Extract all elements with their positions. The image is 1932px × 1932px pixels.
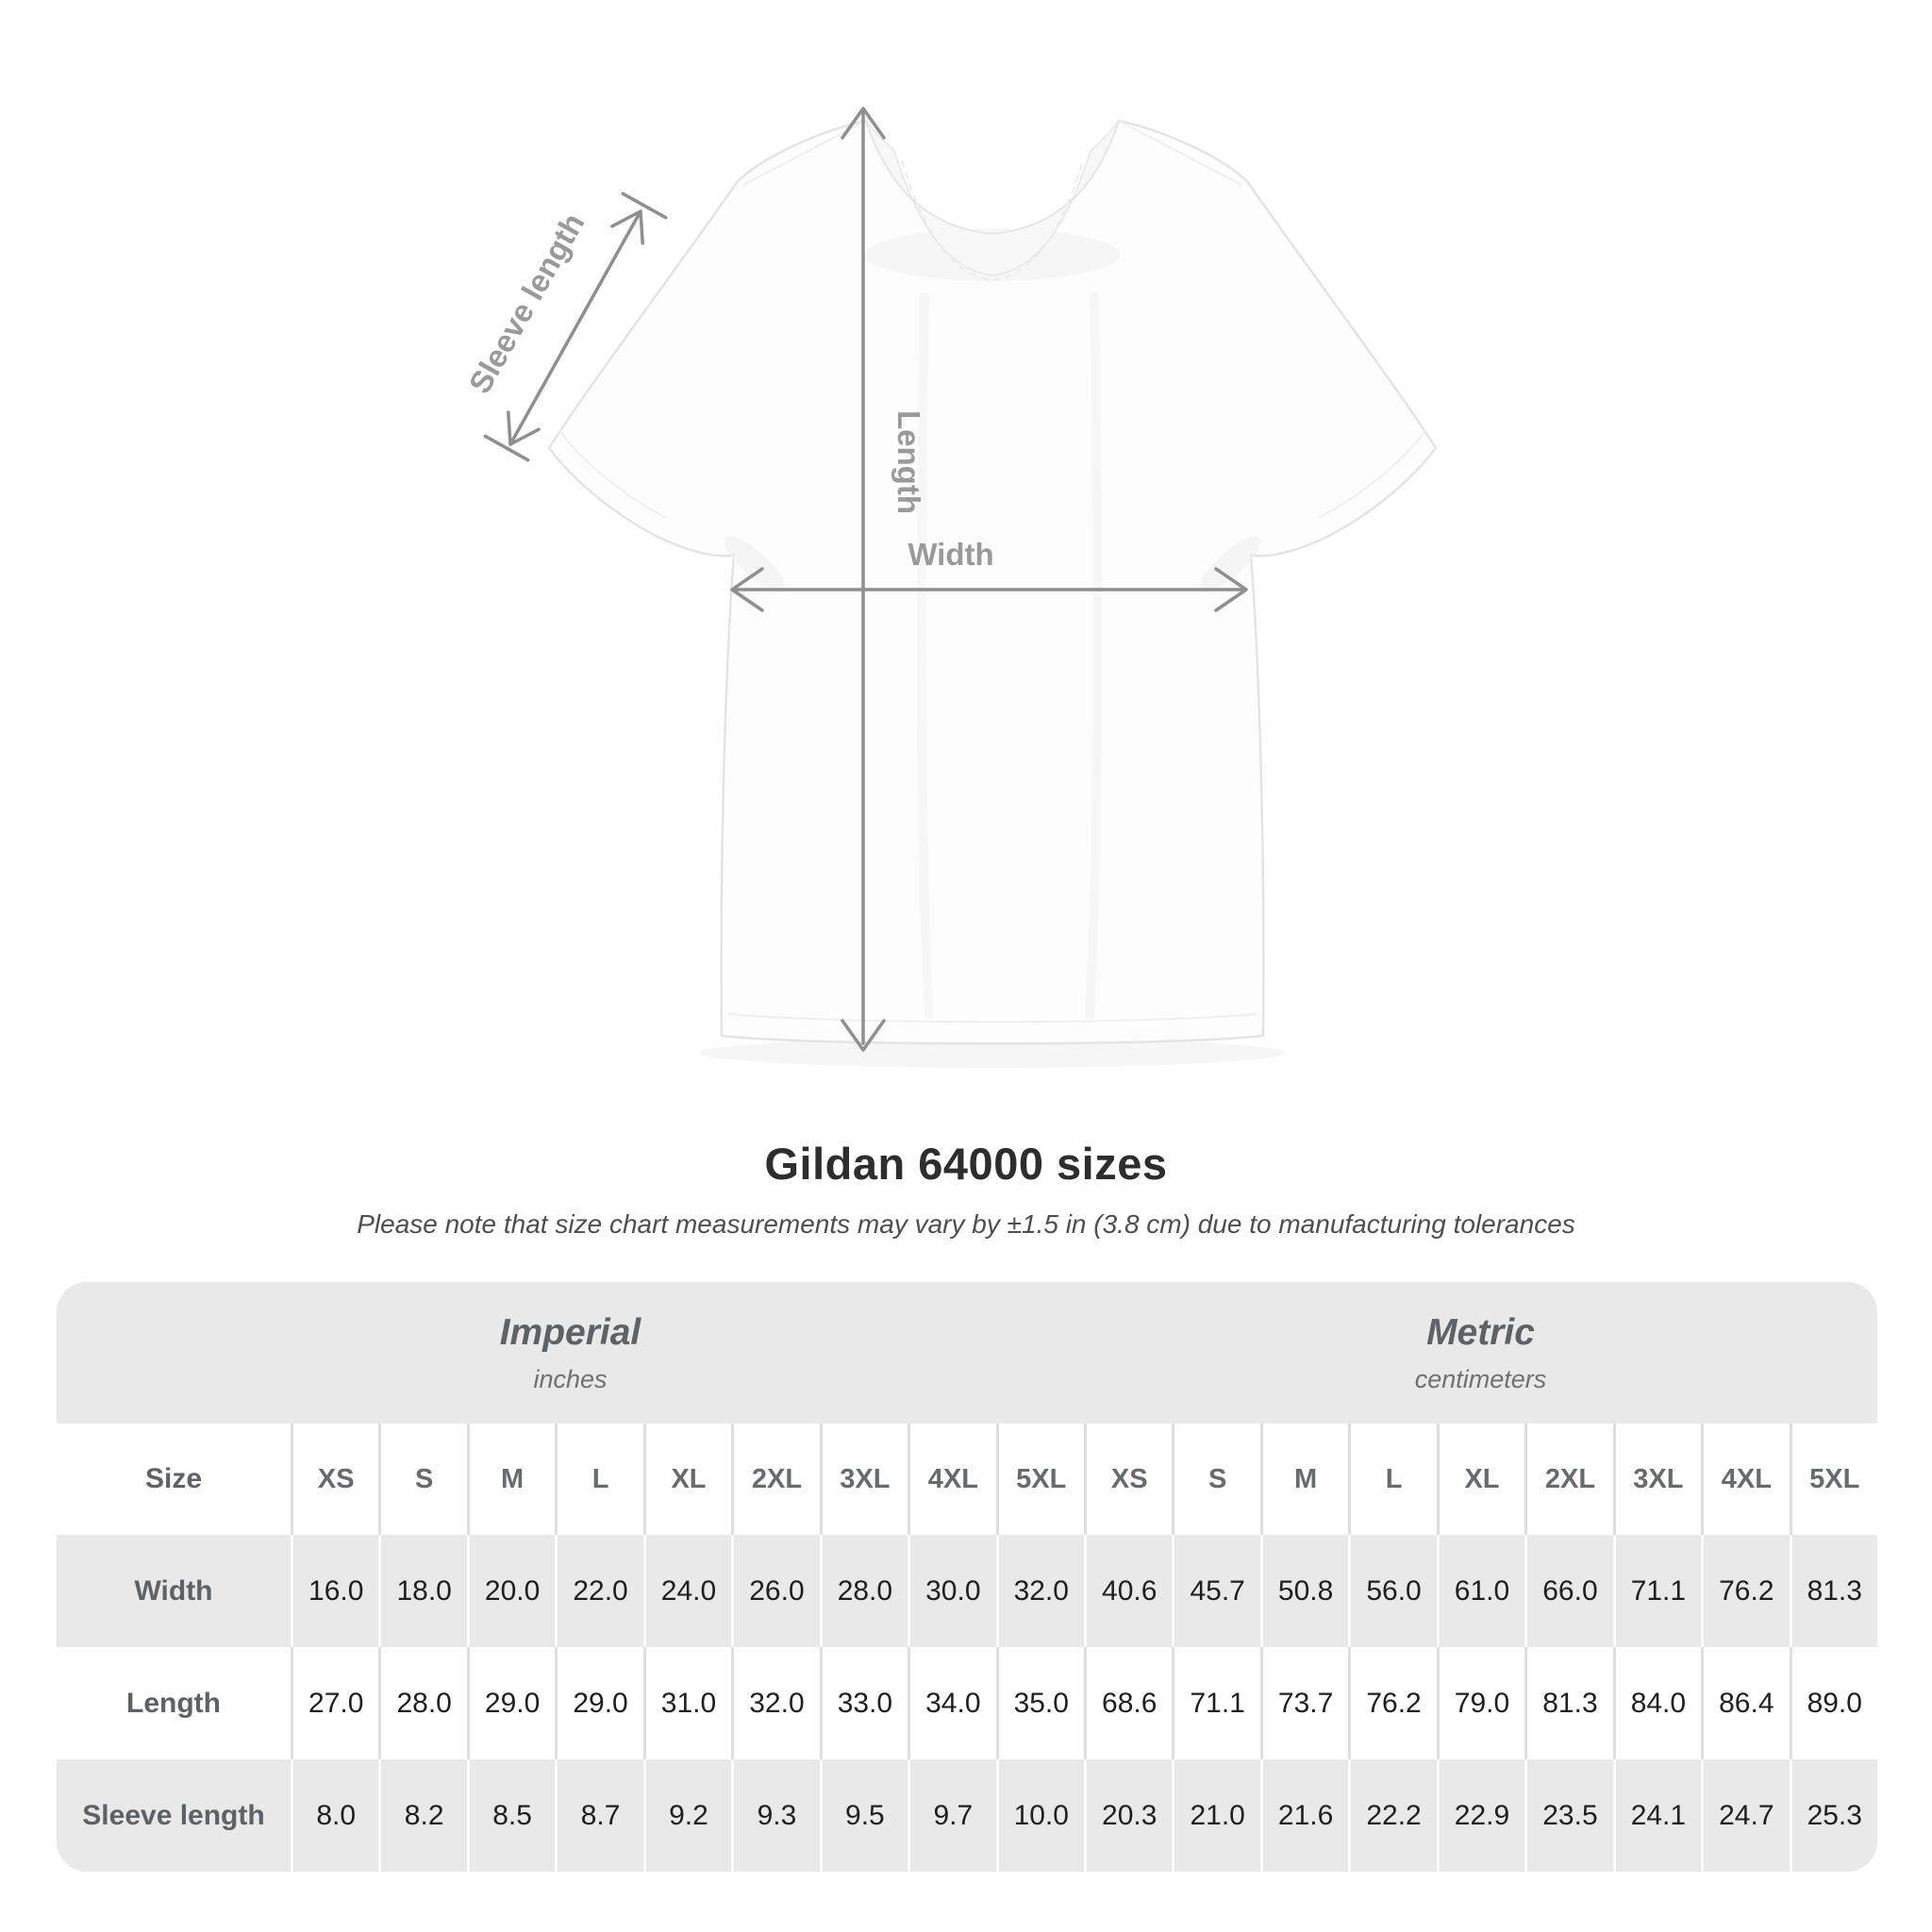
size-header-metric-5xl: 5XL [1790, 1424, 1877, 1535]
size-header-imperial-m: M [467, 1424, 555, 1535]
measurement-value: 40.6 [1084, 1535, 1172, 1647]
size-header-imperial-5xl: 5XL [996, 1424, 1084, 1535]
width-label: Width [908, 537, 994, 572]
table-row-sleeve-length [57, 1759, 1877, 1872]
unit-group-metric [1084, 1282, 1877, 1424]
measurement-value: 28.0 [378, 1647, 466, 1759]
measurement-value: 24.7 [1701, 1759, 1789, 1872]
size-header-metric-xl: XL [1437, 1424, 1524, 1535]
measurement-value: 89.0 [1790, 1647, 1877, 1759]
measurement-value: 73.7 [1260, 1647, 1348, 1759]
measurement-value: 16.0 [291, 1535, 378, 1647]
measurement-value: 20.0 [467, 1535, 555, 1647]
tolerance-note: Please note that size chart measurements may vary by ±1.5 in (3.8 cm) due to manufacturing tolerances [357, 1209, 1575, 1239]
size-header-imperial-xs: XS [291, 1424, 378, 1535]
measurement-value: 68.6 [1084, 1647, 1172, 1759]
table-row-width [57, 1535, 1877, 1647]
measurement-value: 18.0 [378, 1535, 466, 1647]
table-row-length [57, 1647, 1877, 1759]
measurement-value: 24.0 [643, 1535, 731, 1647]
measurement-value: 35.0 [996, 1647, 1084, 1759]
measurement-value: 21.6 [1260, 1759, 1348, 1872]
size-header-imperial-4xl: 4XL [908, 1424, 995, 1535]
size-header-row [57, 1424, 1877, 1535]
unit-group-imperial-unit: inches [533, 1364, 608, 1393]
measurement-value: 22.9 [1437, 1759, 1524, 1872]
measurement-value: 76.2 [1701, 1535, 1789, 1647]
measurement-value: 29.0 [555, 1647, 642, 1759]
measurement-value: 10.0 [996, 1759, 1084, 1872]
measurement-value: 22.2 [1348, 1759, 1436, 1872]
measurement-value: 61.0 [1437, 1535, 1524, 1647]
measurement-value: 26.0 [731, 1535, 819, 1647]
measurement-value: 32.0 [731, 1647, 819, 1759]
measurement-value: 34.0 [908, 1647, 995, 1759]
size-header-metric-2xl: 2XL [1524, 1424, 1612, 1535]
measurement-value: 71.1 [1172, 1647, 1259, 1759]
unit-group-imperial-name: Imperial [499, 1311, 641, 1353]
size-header-metric-s: S [1172, 1424, 1259, 1535]
size-header-imperial-xl: XL [643, 1424, 731, 1535]
unit-group-metric-unit: centimeters [1414, 1364, 1547, 1393]
page-title: Gildan 64000 sizes [764, 1139, 1168, 1189]
measurement-value: 32.0 [996, 1535, 1084, 1647]
size-header-metric-m: M [1260, 1424, 1348, 1535]
row-label: Width [134, 1574, 213, 1607]
measurement-value: 9.2 [643, 1759, 731, 1872]
size-header-imperial-l: L [555, 1424, 642, 1535]
measurement-value: 20.3 [1084, 1759, 1172, 1872]
measurement-value: 66.0 [1524, 1535, 1612, 1647]
size-column-header: Size [144, 1463, 203, 1494]
measurement-value: 22.0 [555, 1535, 642, 1647]
size-header-imperial-2xl: 2XL [731, 1424, 819, 1535]
length-label: Length [891, 410, 926, 514]
measurement-value: 9.3 [731, 1759, 819, 1872]
measurement-value: 81.3 [1524, 1647, 1612, 1759]
measurement-value: 86.4 [1701, 1647, 1789, 1759]
measurement-value: 71.1 [1613, 1535, 1701, 1647]
measurement-value: 29.0 [467, 1647, 555, 1759]
measurement-value: 31.0 [643, 1647, 731, 1759]
size-table [57, 1282, 1877, 1872]
measurement-value: 27.0 [291, 1647, 378, 1759]
measurement-value: 76.2 [1348, 1647, 1436, 1759]
size-header-imperial-3xl: 3XL [820, 1424, 908, 1535]
size-header-metric-l: L [1348, 1424, 1436, 1535]
measurement-value: 8.2 [378, 1759, 466, 1872]
size-header-imperial-s: S [378, 1424, 466, 1535]
measurement-value: 28.0 [820, 1535, 908, 1647]
measurement-value: 33.0 [820, 1647, 908, 1759]
size-header-metric-4xl: 4XL [1701, 1424, 1789, 1535]
measurement-value: 8.7 [555, 1759, 642, 1872]
measurement-value: 79.0 [1437, 1647, 1524, 1759]
measurement-value: 50.8 [1260, 1535, 1348, 1647]
measurement-value: 8.5 [467, 1759, 555, 1872]
unit-group-imperial [57, 1282, 1084, 1424]
size-header-metric-xs: XS [1084, 1424, 1172, 1535]
measurement-value: 8.0 [291, 1759, 378, 1872]
row-label: Sleeve length [82, 1799, 265, 1831]
measurement-value: 9.7 [908, 1759, 995, 1872]
measurement-value: 23.5 [1524, 1759, 1612, 1872]
measurement-value: 24.1 [1613, 1759, 1701, 1872]
size-header-metric-3xl: 3XL [1613, 1424, 1701, 1535]
measurement-value: 9.5 [820, 1759, 908, 1872]
measurement-value: 84.0 [1613, 1647, 1701, 1759]
measurement-value: 21.0 [1172, 1759, 1259, 1872]
sleeve-length-label: Sleeve length [461, 207, 591, 400]
row-label: Length [126, 1687, 221, 1719]
measurement-value: 25.3 [1790, 1759, 1877, 1872]
measurement-value: 30.0 [908, 1535, 995, 1647]
unit-group-metric-name: Metric [1426, 1311, 1535, 1353]
measurement-value: 56.0 [1348, 1535, 1436, 1647]
measurement-value: 45.7 [1172, 1535, 1259, 1647]
measurement-value: 81.3 [1790, 1535, 1877, 1647]
unit-group-row [57, 1282, 1877, 1424]
